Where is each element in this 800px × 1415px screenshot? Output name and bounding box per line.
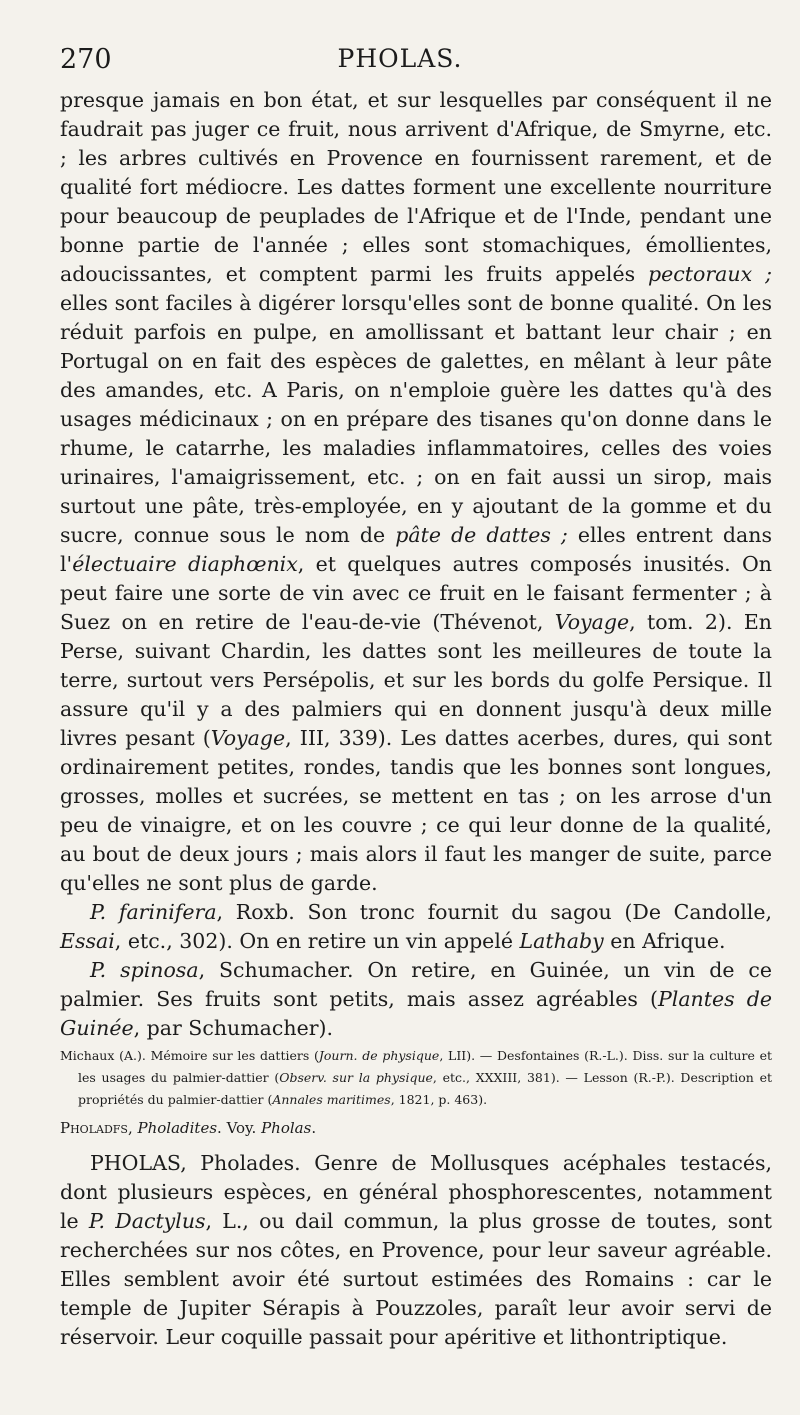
italic-text: Journ. de physique (318, 1048, 440, 1063)
text-run: . (311, 1119, 317, 1137)
text-run: , etc., 302). On en retire un vin appelé (114, 929, 520, 953)
page-number: 270 (60, 44, 112, 75)
paragraph-farinifera (60, 898, 772, 956)
page-header (0, 44, 800, 84)
bibliography-notes (60, 1045, 772, 1111)
italic-text: électuaire diaphœnix (72, 552, 298, 576)
italic-text: Pholas (261, 1119, 312, 1137)
text-run: , Roxb. Son tronc fournit du sagou (De Candolle, (216, 900, 773, 924)
text-run: . Voy. (217, 1119, 262, 1137)
italic-text: Pholadites (137, 1119, 218, 1137)
cross-reference-head: Pholadfs (60, 1119, 128, 1137)
text-run: elles entrent dans l' (60, 523, 773, 576)
entry-pholas-text (60, 1149, 772, 1352)
text-run: , par Schumacher). (133, 1016, 334, 1040)
italic-text: Voyage (554, 610, 630, 634)
italic-text: P. spinosa (90, 958, 199, 982)
text-run: presque jamais en bon état, et sur lesquelles par conséquent il ne faudrait pas juger ce fruit, nous arrivent d'Afrique, de Smyrne, etc. ; les arbres cultivés en Provence en fournissent rarement, et de qualité fort médiocre. Les dattes forment une excellente nourriture pour beaucoup de peuplades de l'Afrique et de l'Inde, pendant une bonne partie de l'année ; elles sont stomachiques, émollientes, adoucissantes, et comptent parmi les fruits appelés (60, 88, 772, 286)
italic-text: Lathaby (519, 929, 604, 953)
text-run: , L., ou dail commun, la plus grosse de toutes, sont recherchées sur nos côtes, en Provence, pour leur saveur agréable. Elles semblent avoir été surtout estimées des Romains : car le temple de Jupiter Sérapis à Pouzzoles, paraît leur avoir servi de réservoir. Leur coquille passait pour apéritive et lithontriptique. (60, 1209, 772, 1349)
italic-text: P. farinifera (90, 900, 217, 924)
running-head: PHOLAS. (337, 44, 463, 73)
italic-text: Essai (60, 929, 115, 953)
page-body (60, 86, 772, 1352)
cross-reference-rest (128, 1119, 316, 1137)
italic-text: pectoraux ; (648, 262, 772, 286)
bibliography-entry (60, 1045, 772, 1111)
text-run: elles sont faciles à digérer lorsqu'elles sont de bonne qualité. On les réduit parfois en pulpe, en amollissant et battant leur chair ; en Portugal on en fait des espèces de galettes, en mêlant à leur pâte des amandes, etc. A Paris, on n'emploie guère les dattes qu'à des usages médicinaux ; on en prépare des tisanes qu'on donne dans le rhume, le catarrhe, les maladies inflammatoires, celles des voies urinaires, l'amaigrissement, etc. ; on en fait aussi un sirop, mais surtout une pâte, très-employée, en y ajoutant de la gomme et du sucre, connue sous le nom de (60, 291, 772, 547)
text-run: en Afrique. (603, 929, 726, 953)
paragraph-dattes (60, 86, 772, 898)
text-run: PHOLAS, Pholades. Genre de Mollusques acéphales testacés, dont plusieurs espèces, en général phosphorescentes, notamment le (60, 1151, 772, 1233)
text-run: , Schumacher. On retire, en Guinée, un vin de ce palmier. Ses fruits sont petits, mais assez agréables ( (60, 958, 772, 1011)
italic-text: Plantes de Guinée (60, 987, 772, 1040)
entry-pholas (60, 1149, 772, 1352)
italic-text: Voyage (210, 726, 286, 750)
text-run: , etc., XXXIII, 381). — Lesson (R.-P.). Description et propriétés du palmier-dattier ( (78, 1070, 772, 1107)
italic-text: Observ. sur la physique (279, 1070, 433, 1085)
text-run: , et quelques autres composés inusités. On peut faire une sorte de vin avec ce fruit en le faisant fermenter ; à Suez on en retire de l'eau-de-vie (Thévenot, (60, 552, 772, 634)
text-run: , LII). — Desfontaines (R.-L.). Diss. sur la culture et les usages du palmier-dattier ( (78, 1048, 773, 1085)
italic-text: Annales maritimes (272, 1092, 391, 1107)
text-run: , 1821, p. 463). (390, 1092, 488, 1107)
text-run: , III, 339). Les dattes acerbes, dures, qui sont ordinairement petites, rondes, tandis que les bonnes sont longues, grosses, molles et sucrées, se mettent en tas ; on les arrose d'un peu de vinaigre, et on les couvre ; ce qui leur donne de la qualité, au bout de deux jours ; mais alors il faut les manger de suite, parce qu'elles ne sont plus de garde. (60, 726, 772, 895)
text-run: , (127, 1119, 138, 1137)
paragraph-spinosa (60, 956, 772, 1043)
italic-text: pâte de dattes ; (395, 523, 568, 547)
main-text (60, 86, 772, 1043)
cross-reference-pholadites (60, 1115, 772, 1141)
text-run: Michaux (A.). Mémoire sur les dattiers ( (60, 1048, 319, 1063)
text-run: , tom. 2). En Perse, suivant Chardin, les dattes sont les meilleures de toute la terre, surtout vers Persépolis, et sur les bords du golfe Persique. Il assure qu'il y a des palmiers qui en donnent jusqu'à deux mille livres pesant ( (60, 610, 773, 750)
italic-text: P. Dactylus (88, 1209, 206, 1233)
